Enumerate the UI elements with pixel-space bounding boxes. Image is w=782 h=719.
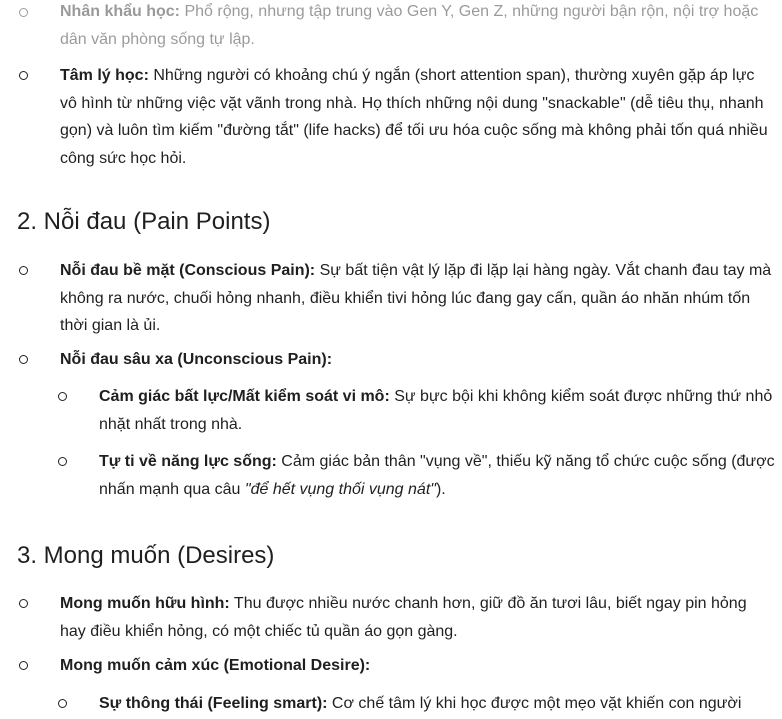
list-item-text: [99, 690, 775, 718]
hollow-circle-bullet-icon: [58, 699, 67, 708]
list-item-text: [60, 346, 775, 374]
list-item-text: [99, 383, 775, 438]
item-label: Nỗi đau sâu xa (Unconscious Pain):: [60, 351, 333, 368]
hollow-circle-bullet-icon: [58, 392, 67, 401]
list-item-text: [60, 652, 775, 680]
item-body-faded: Phổ rộng, nhưng tập trung vào Gen Y, Gen Z, những người bận rộn, nội trợ hoặc dân văn phòng sống tự lập.: [60, 3, 759, 48]
item-body: Sự bất tiện vật lý lặp đi lặp lại hàng ngày. Vắt chanh đau tay mà không ra nước, chuối hỏng nhanh, điều khiển tivi hỏng lúc đang gay cấn, quần áo nhăn nhúm tốn thời gian là ủi.: [60, 262, 772, 334]
list-item-text: [60, 257, 775, 340]
item-label: Sự thông thái (Feeling smart):: [99, 695, 328, 712]
list-item-text: [60, 590, 775, 645]
hollow-circle-bullet-icon: [19, 661, 28, 670]
hollow-circle-bullet-icon: [19, 8, 28, 17]
item-label: Mong muốn cảm xúc (Emotional Desire):: [60, 657, 371, 674]
item-body: Những người có khoảng chú ý ngắn (short attention span), thường xuyên gặp áp lực vô hình từ những việc vặt vãnh trong nhà. Họ thích những nội dung "snackable" (dễ tiêu thụ, nhanh gọn) và luôn tìm kiếm "đường tắt" (life hacks) để tối ưu hóa cuộc sống mà không phải tốn quá nhiều công sức học hỏi.: [60, 67, 768, 167]
item-label: Mong muốn hữu hình:: [60, 595, 230, 612]
item-body: Cơ chế tâm lý khi học được một mẹo vặt khiến con người: [327, 695, 742, 712]
hollow-circle-bullet-icon: [19, 266, 28, 275]
item-body-tail: ).: [435, 480, 446, 498]
item-body: Thu được nhiều nước chanh hơn, giữ đồ ăn tươi lâu, biết ngay pin hỏng hay điều khiển hỏng, có một chiếc tủ quần áo gọn gàng.: [60, 595, 747, 640]
hollow-circle-bullet-icon: [19, 355, 28, 364]
item-body: Cảm giác bản thân "vụng về", thiếu kỹ năng tổ chức cuộc sống (được nhấn mạnh qua câu: [99, 453, 775, 498]
item-label: Tâm lý học:: [60, 67, 149, 84]
item-label: Tự ti về năng lực sống:: [99, 453, 277, 470]
hollow-circle-bullet-icon: [19, 599, 28, 608]
item-quote: "để hết vụng thối vụng nát": [244, 480, 436, 498]
list-item-text: [99, 448, 775, 503]
section-heading-pain-points: 2. Nỗi đau (Pain Points): [17, 208, 271, 235]
item-label: Cảm giác bất lực/Mất kiểm soát vi mô:: [99, 388, 390, 405]
hollow-circle-bullet-icon: [19, 71, 28, 80]
item-label: Nhân khẩu học:: [60, 3, 181, 20]
item-label: Nỗi đau bề mặt (Conscious Pain):: [60, 262, 316, 279]
item-body: Sự bực bội khi không kiểm soát được những thứ nhỏ nhặt nhất trong nhà.: [99, 388, 773, 433]
section-heading-desires: 3. Mong muốn (Desires): [17, 542, 275, 569]
list-item-text: [60, 0, 775, 53]
list-item-text: [60, 62, 775, 172]
hollow-circle-bullet-icon: [58, 457, 67, 466]
